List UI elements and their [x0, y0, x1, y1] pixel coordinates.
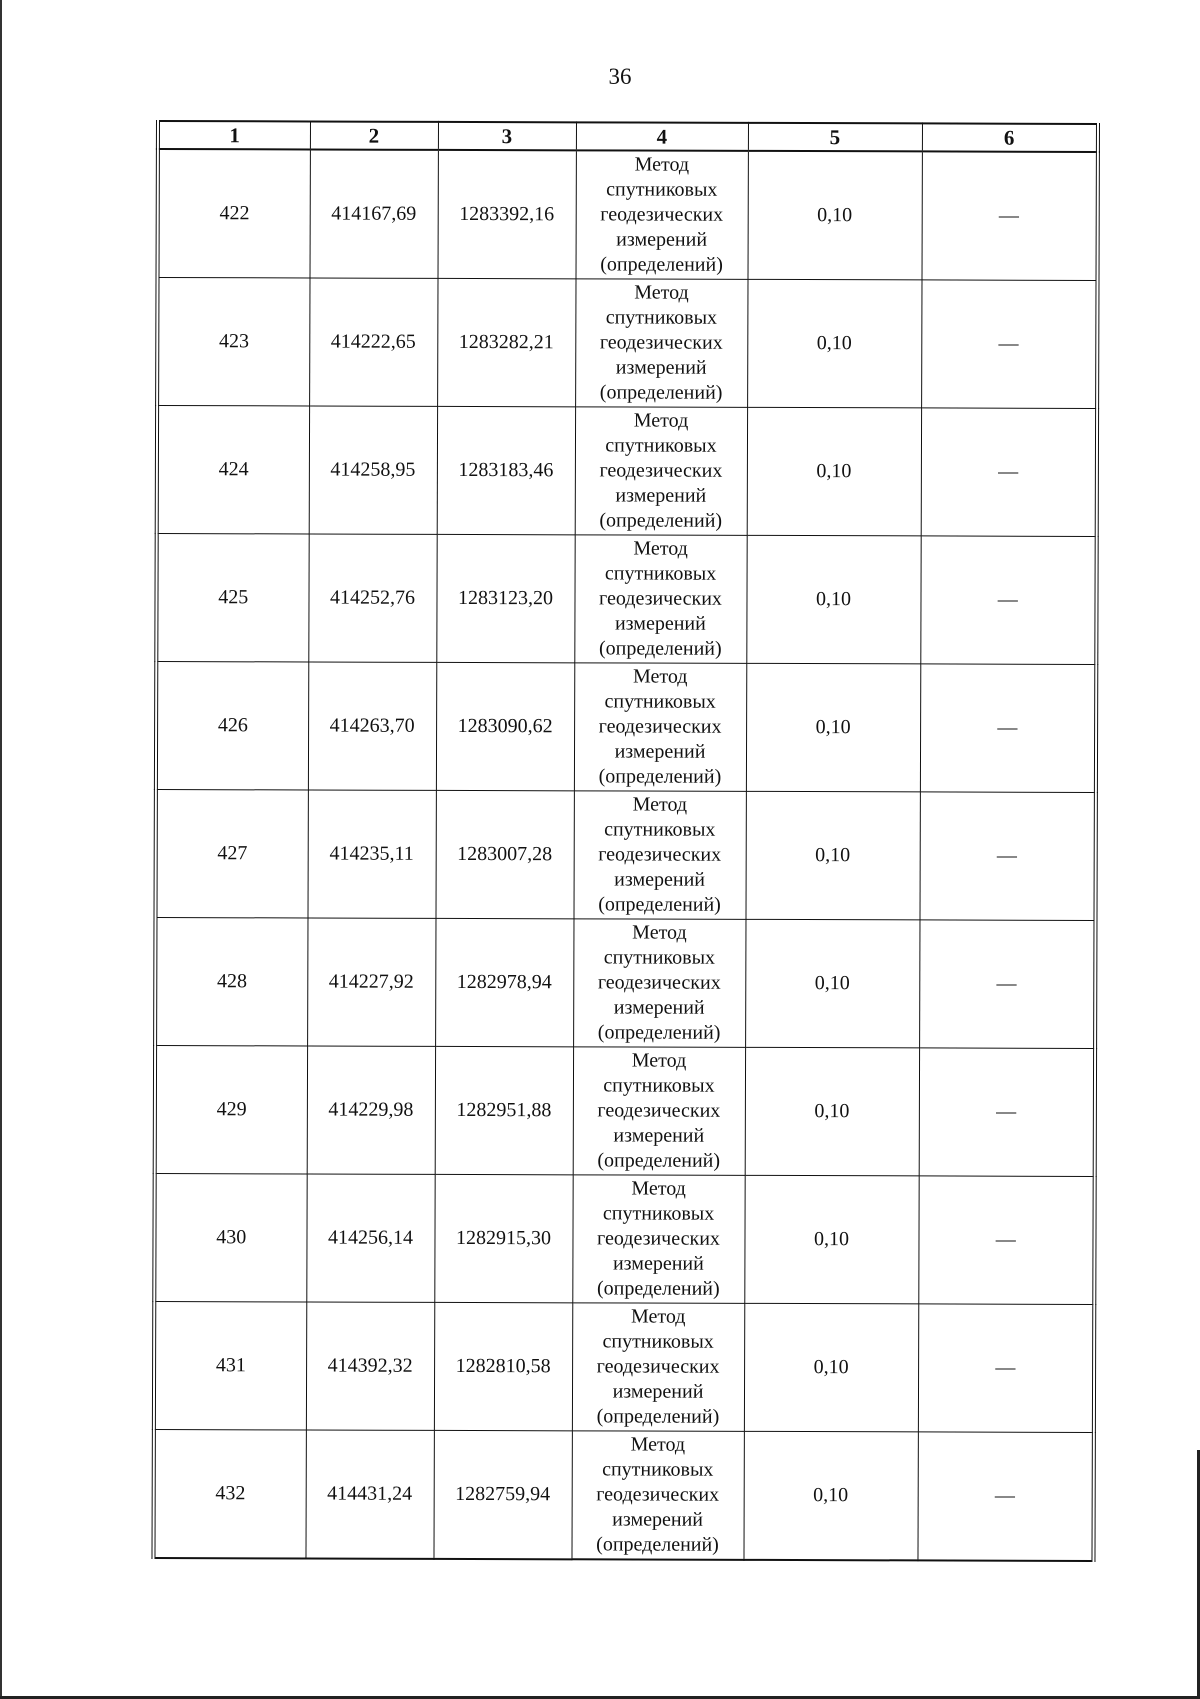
- point-number-cell: 429: [155, 1046, 307, 1174]
- coordinate-y-cell: 1282978,94: [435, 918, 573, 1046]
- accuracy-cell: 0,10: [744, 1303, 918, 1432]
- accuracy-cell: 0,10: [747, 279, 921, 408]
- column-header-4: 4: [576, 122, 748, 151]
- note-cell: —: [921, 280, 1097, 409]
- table-row: [157, 406, 1097, 537]
- table-row: [155, 1046, 1095, 1177]
- coordinate-y-cell: 1283123,20: [436, 534, 574, 662]
- point-number-cell: 427: [155, 790, 307, 918]
- table-row: [155, 918, 1095, 1049]
- column-header-5: 5: [748, 123, 922, 152]
- table-row: [156, 534, 1096, 665]
- table-body: [153, 149, 1097, 1561]
- accuracy-cell: 0,10: [747, 407, 921, 536]
- note-cell: —: [919, 920, 1095, 1049]
- accuracy-cell: 0,10: [745, 791, 919, 920]
- note-cell: —: [922, 151, 1098, 280]
- coordinate-x-cell: 414392,32: [306, 1302, 434, 1430]
- page-number: 36: [608, 64, 632, 89]
- coordinate-x-cell: 414227,92: [307, 918, 435, 1046]
- coordinate-x-cell: 414263,70: [308, 662, 436, 790]
- note-cell: —: [918, 1176, 1094, 1305]
- accuracy-cell: 0,10: [744, 1175, 918, 1304]
- table-row: [157, 278, 1097, 409]
- coordinate-y-cell: 1283007,28: [435, 790, 573, 918]
- method-cell: Метод спутниковых геодезических измерений (определений): [573, 919, 745, 1048]
- coordinates-table: [151, 120, 1100, 1562]
- accuracy-cell: 0,10: [748, 151, 922, 280]
- coordinate-x-cell: 414235,11: [307, 790, 435, 918]
- accuracy-cell: 0,10: [745, 919, 919, 1048]
- point-number-cell: 431: [154, 1302, 306, 1430]
- point-number-cell: 430: [154, 1174, 306, 1302]
- method-cell: Метод спутниковых геодезических измерений (определений): [576, 150, 748, 279]
- coordinate-y-cell: 1282759,94: [433, 1430, 571, 1559]
- point-number-cell: 425: [156, 534, 308, 662]
- note-cell: —: [917, 1432, 1093, 1561]
- note-cell: —: [920, 664, 1096, 793]
- table-row: [158, 149, 1098, 280]
- coordinate-x-cell: 414167,69: [310, 149, 438, 278]
- coordinate-y-cell: 1283090,62: [436, 662, 574, 790]
- method-cell: Метод спутниковых геодезических измерений (определений): [575, 407, 747, 536]
- point-number-cell: 432: [153, 1429, 305, 1558]
- coordinate-x-cell: 414222,65: [309, 278, 437, 406]
- table-row: [154, 1174, 1094, 1305]
- column-header-6: 6: [922, 123, 1098, 152]
- column-header-3: 3: [438, 122, 576, 150]
- note-cell: —: [919, 792, 1095, 921]
- note-cell: —: [919, 1048, 1095, 1177]
- table-row: [154, 1302, 1094, 1433]
- coordinate-y-cell: 1283183,46: [437, 406, 575, 534]
- accuracy-cell: 0,10: [746, 535, 920, 664]
- method-cell: Метод спутниковых геодезических измерений (определений): [572, 1175, 744, 1304]
- coordinate-y-cell: 1282810,58: [434, 1302, 572, 1430]
- table-row: [156, 662, 1096, 793]
- point-number-cell: 423: [157, 278, 309, 406]
- coordinate-y-cell: 1283282,21: [437, 278, 575, 406]
- method-cell: Метод спутниковых геодезических измерений (определений): [574, 535, 746, 664]
- table-row: [153, 1429, 1093, 1560]
- note-cell: —: [920, 536, 1096, 665]
- method-cell: Метод спутниковых геодезических измерений (определений): [571, 1431, 743, 1560]
- column-header-2: 2: [310, 121, 438, 149]
- method-cell: Метод спутниковых геодезических измерений (определений): [572, 1303, 744, 1432]
- note-cell: —: [921, 408, 1097, 537]
- coordinate-x-cell: 414252,76: [308, 534, 436, 662]
- method-cell: Метод спутниковых геодезических измерений (определений): [574, 663, 746, 792]
- note-cell: —: [918, 1304, 1094, 1433]
- coordinate-y-cell: 1283392,16: [438, 150, 576, 279]
- method-cell: Метод спутниковых геодезических измерений (определений): [573, 1047, 745, 1176]
- coordinate-y-cell: 1282915,30: [434, 1174, 572, 1302]
- accuracy-cell: 0,10: [743, 1431, 917, 1560]
- point-number-cell: 424: [157, 406, 309, 534]
- scan-edge-left: [0, 0, 2, 1699]
- table-row: [155, 790, 1095, 921]
- method-cell: Метод спутниковых геодезических измерений (определений): [573, 791, 745, 920]
- point-number-cell: 422: [158, 149, 310, 278]
- accuracy-cell: 0,10: [746, 663, 920, 792]
- column-header-1: 1: [158, 121, 310, 149]
- coordinate-x-cell: 414258,95: [309, 406, 437, 534]
- point-number-cell: 428: [155, 918, 307, 1046]
- coordinate-y-cell: 1282951,88: [435, 1046, 573, 1174]
- coordinate-x-cell: 414256,14: [306, 1174, 434, 1302]
- coordinate-x-cell: 414431,24: [305, 1430, 433, 1559]
- method-cell: Метод спутниковых геодезических измерений (определений): [575, 279, 747, 408]
- point-number-cell: 426: [156, 662, 308, 790]
- table-header-row: [158, 121, 1098, 152]
- coordinate-x-cell: 414229,98: [307, 1046, 435, 1174]
- accuracy-cell: 0,10: [745, 1047, 919, 1176]
